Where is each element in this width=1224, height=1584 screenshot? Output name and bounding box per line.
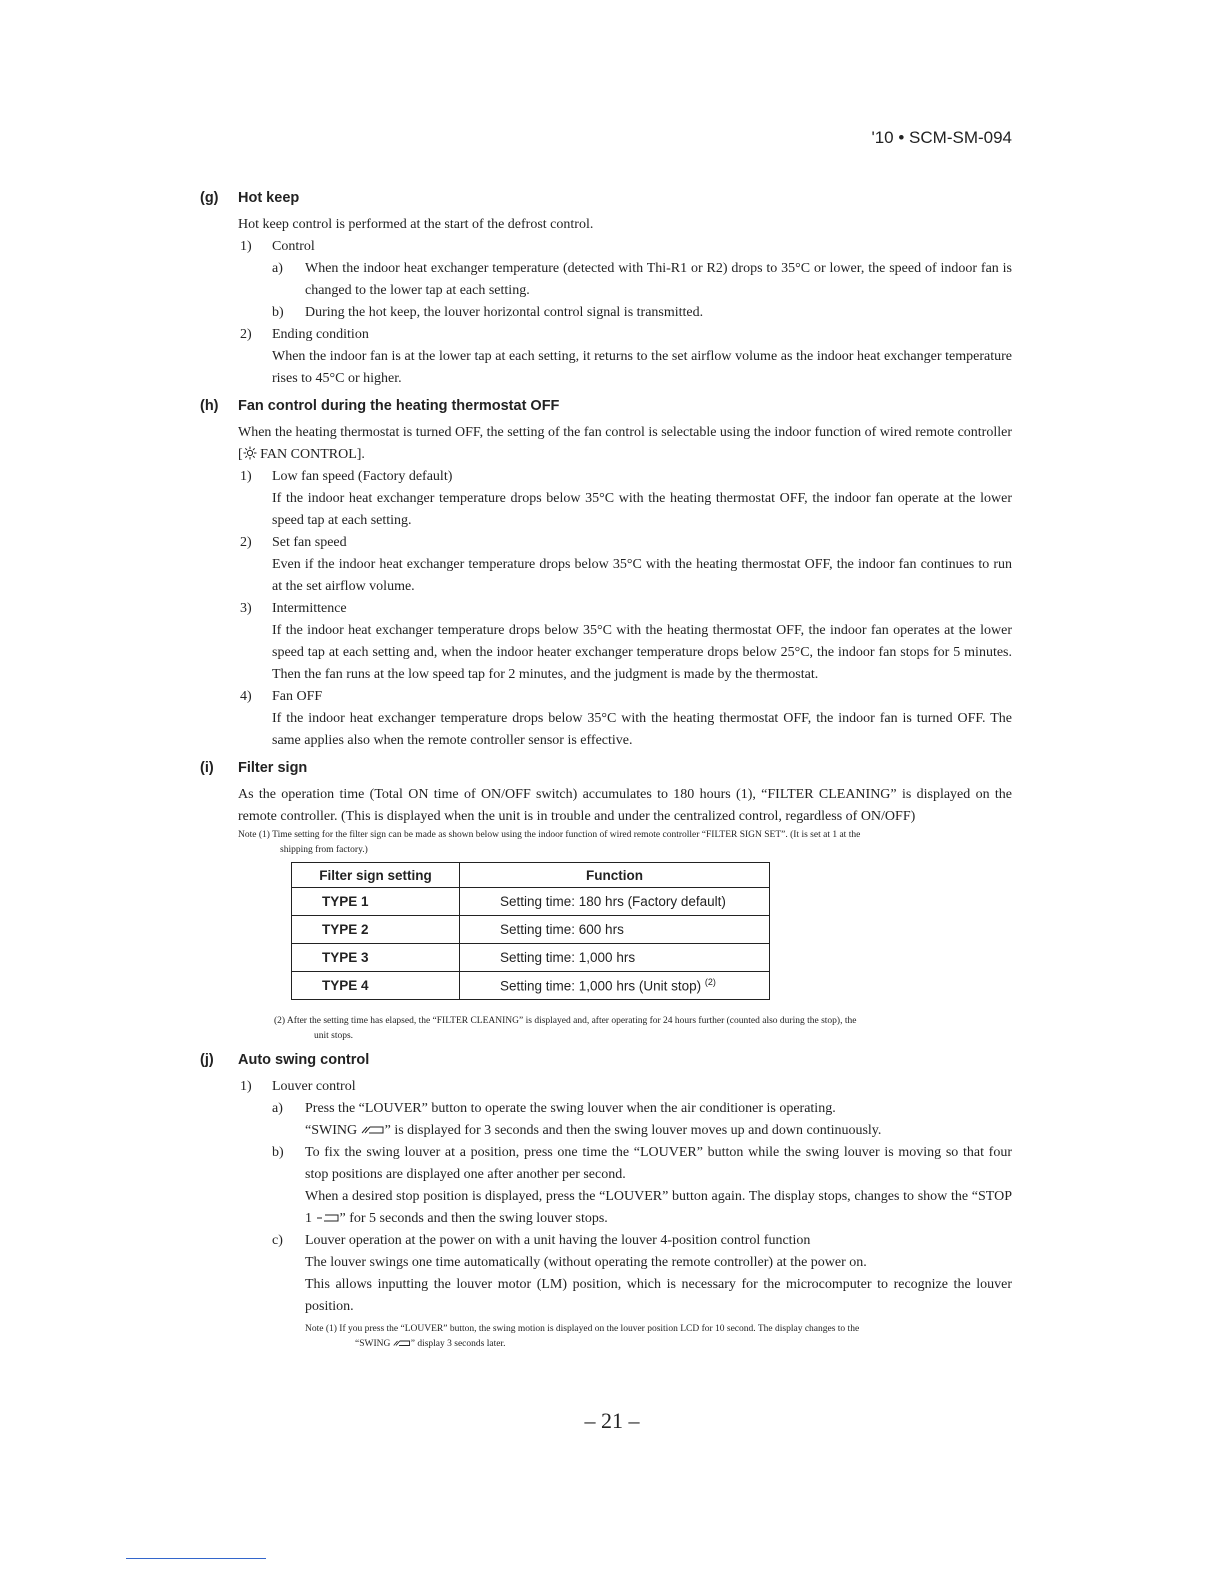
item-number: b) — [272, 305, 284, 320]
list-item — [200, 598, 1012, 620]
section-j — [200, 1052, 1012, 1352]
item-text: This allows inputting the louver motor (LM) position, which is necessary for the microcomputer to recognize the louver position. — [305, 1277, 1012, 1314]
function-cell: Setting time: 600 hrs — [460, 916, 770, 944]
item-number: 3) — [240, 601, 252, 616]
section-letter: (h) — [200, 398, 219, 414]
type-cell: TYPE 1 — [292, 888, 460, 916]
section-title: Filter sign — [238, 760, 308, 776]
footnote-ref: (2) — [704, 977, 716, 988]
item-text: When the indoor fan is at the lower tap at each setting, it returns to the set airflow volume as the indoor heat exchanger temperature rises to 45°C or higher. — [272, 349, 1012, 386]
note: Note (1) If you press the “LOUVER” button, the swing motion is displayed on the louver position LCD for 10 second. The display changes to the — [305, 1324, 860, 1334]
document-id: '10 • SCM-SM-094 — [871, 128, 1012, 147]
text-part: “SWING — [355, 1339, 393, 1349]
text-part: ” for 5 seconds and then the swing louver stops. — [339, 1211, 608, 1226]
item-text: When the indoor heat exchanger temperature (detected with Thi-R1 or R2) drops to 35°C or lower, the speed of indoor fan is changed to the lower tap at each setting. — [305, 261, 1012, 298]
type-cell: TYPE 4 — [292, 972, 460, 1000]
type-cell: TYPE 3 — [292, 944, 460, 972]
type-cell: TYPE 2 — [292, 916, 460, 944]
list-item — [200, 236, 1012, 258]
footer-rule — [126, 1558, 266, 1559]
item-label: Ending condition — [272, 327, 369, 342]
item-number: 1) — [240, 469, 252, 484]
table-row — [292, 972, 770, 1000]
function-cell: Setting time: 1,000 hrs — [460, 944, 770, 972]
text-part: ” display 3 seconds later. — [410, 1339, 506, 1349]
item-text: If the indoor heat exchanger temperature drops below 35°C with the heating thermostat OFF, the indoor fan operate at the lower speed tap at each setting. — [272, 491, 1012, 528]
swing-icon — [361, 1123, 385, 1135]
sun-icon — [243, 446, 257, 460]
item-number: b) — [272, 1145, 284, 1160]
note: unit stops. — [314, 1031, 354, 1041]
item-text: If the indoor heat exchanger temperature drops below 35°C with the heating thermostat OFF, the indoor fan operates at the lower speed tap at each setting and, when the indoor heater exchanger temperature drops below 25°C, the indoor fan stops for 5 minutes. Then the fan runs at the low speed tap for 2 minutes, and the judgment is made by the thermostat. — [272, 623, 1012, 682]
item-number: a) — [272, 261, 283, 276]
item-text: Press the “LOUVER” button to operate the swing louver when the air conditioner is operating. — [305, 1101, 836, 1116]
sub-item — [200, 302, 1012, 324]
paragraph — [238, 422, 1012, 466]
paragraph: Hot keep control is performed at the start of the defrost control. — [238, 217, 594, 232]
sub-item — [200, 1098, 1012, 1120]
item-number: 2) — [240, 327, 252, 342]
intro-text: FAN CONTROL]. — [256, 447, 365, 462]
item-label: Louver control — [272, 1079, 356, 1094]
section-title: Fan control during the heating thermostat OFF — [238, 398, 560, 414]
item-text: The louver swings one time automatically (without operating the remote controller) at the power on. — [305, 1255, 867, 1270]
table-row — [292, 888, 770, 916]
text-part: ” is displayed for 3 seconds and then the swing louver moves up and down continuously. — [384, 1123, 882, 1138]
list-item — [200, 1076, 1012, 1098]
note — [355, 1337, 1012, 1352]
section-title: Hot keep — [238, 190, 300, 206]
section-letter: (j) — [200, 1052, 214, 1068]
item-text: Even if the indoor heat exchanger temperature drops below 35°C with the heating thermostat OFF, the indoor fan continues to run at the set airflow volume. — [272, 557, 1012, 594]
paragraph: As the operation time (Total ON time of ON/OFF switch) accumulates to 180 hours (1), “FILTER CLEANING” is displayed on the remote controller. (This is displayed when the unit is in trouble and under the centralized control, regardless of ON/OFF) — [238, 787, 1012, 824]
list-item — [200, 466, 1012, 488]
list-item — [200, 686, 1012, 708]
table-header-row — [292, 863, 770, 888]
item-number: 2) — [240, 535, 252, 550]
text-part: When a desired stop position is displayed, press the “LOUVER” button again. The display stops, changes to show the “STOP 1 — [305, 1189, 1012, 1226]
item-number: c) — [272, 1233, 283, 1248]
item-label: Set fan speed — [272, 535, 347, 550]
page-content — [200, 190, 1012, 1352]
item-label: Intermittence — [272, 601, 347, 616]
note: shipping from factory.) — [280, 845, 368, 855]
section-letter: (i) — [200, 760, 214, 776]
text-part: “SWING — [305, 1123, 361, 1138]
item-number: 1) — [240, 239, 252, 254]
list-item — [200, 532, 1012, 554]
item-label: Fan OFF — [272, 689, 323, 704]
table-row — [292, 944, 770, 972]
column-header: Function — [460, 863, 770, 888]
item-text: To fix the swing louver at a position, press one time the “LOUVER” button while the swing louver is moving so that four stop positions are displayed one after another per second. — [305, 1145, 1012, 1182]
sub-item — [200, 258, 1012, 302]
item-text: During the hot keep, the louver horizontal control signal is transmitted. — [305, 305, 704, 320]
section-title: Auto swing control — [238, 1052, 370, 1068]
section-i — [200, 760, 1012, 1044]
note: (2) After the setting time has elapsed, the “FILTER CLEANING” is displayed and, after operating for 24 hours further (counted also during the stop), the — [274, 1016, 857, 1026]
note: Note (1) Time setting for the filter sign can be made as shown below using the indoor function of wired remote controller “FILTER SIGN SET”. (It is set at 1 at the — [238, 830, 861, 840]
section-g — [200, 190, 1012, 390]
section-letter: (g) — [200, 190, 219, 206]
item-label: Control — [272, 239, 315, 254]
item-number: a) — [272, 1101, 283, 1116]
intro-text: When the heating thermostat is turned OFF, the setting of the fan control is selectable using the indoor function of wired remote controller [ — [238, 425, 1012, 462]
item-text: If the indoor heat exchanger temperature drops below 35°C with the heating thermostat OFF, the indoor fan is turned OFF. The same applies also when the remote controller sensor is effective. — [272, 711, 1012, 748]
list-item — [200, 324, 1012, 346]
page-number: – 21 – — [584, 1408, 640, 1433]
swing-icon — [393, 1338, 411, 1347]
item-text — [200, 1120, 1012, 1142]
function-text: Setting time: 1,000 hrs (Unit stop) — [500, 978, 702, 994]
sub-item — [200, 1230, 1012, 1252]
sub-item — [200, 1142, 1012, 1186]
column-header: Filter sign setting — [292, 863, 460, 888]
table-row — [292, 916, 770, 944]
item-label: Low fan speed (Factory default) — [272, 469, 453, 484]
function-cell — [460, 972, 770, 1000]
function-cell: Setting time: 180 hrs (Factory default) — [460, 888, 770, 916]
item-number: 1) — [240, 1079, 252, 1094]
item-text: Louver operation at the power on with a unit having the louver 4-position control function — [305, 1233, 811, 1248]
filter-sign-table — [291, 862, 770, 1000]
stop-louver-icon — [316, 1211, 340, 1223]
item-number: 4) — [240, 689, 252, 704]
section-h — [200, 398, 1012, 752]
item-text — [200, 1186, 1012, 1230]
